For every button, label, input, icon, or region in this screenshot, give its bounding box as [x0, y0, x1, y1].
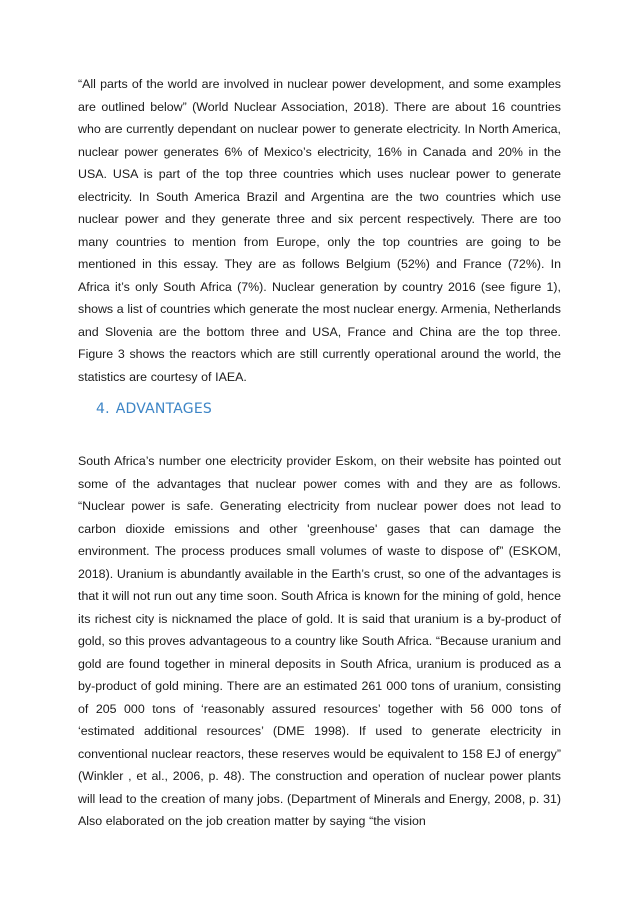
paragraph-advantages: South Africa’s number one electricity provider Eskom, on their website has pointed out some of the advantages that nuclear power comes with and they are as follows. “Nuclear power is safe. Generating electricity from nuclear power does not lead to carbon dioxide emissions and other 'greenhouse' gases that can damage the environment. The process produces small volumes of waste to dispose of” (ESKOM, 2018). Uranium is abundantly available in the Earth’s crust, so one of the advantages is that it will not run out any time soon. South Africa is known for the mining of gold, hence its richest city is nicknamed the place of gold. It is said that uranium is a by-product of gold, so this proves advantageous to a country like South Africa. “Because uranium and gold are found together in mineral deposits in South Africa, uranium is produced as a by-product of gold mining. There are an estimated 261 000 tons of uranium, consisting of 205 000 tons of ‘reasonably assured resources’ together with 56 000 tons of ‘estimated additional resources’ (DME 1998). If used to generate electricity in conventional nuclear reactors, these reserves would be equivalent to 158 EJ of energy” (Winkler , et al., 2006, p. 48). The construction and operation of nuclear power plants will lead to the creation of many jobs. (Department of Minerals and Energy, 2008, p. 31) Also elaborated on the job creation matter by saying “the vision: [78, 454, 561, 828]
section-number: 4.: [96, 401, 110, 417]
paragraph-nuclear-development: “All parts of the world are involved in nuclear power development, and some examples are outlined below” (World Nuclear Association, 2018). There are about 16 countries who are currently dependant on nuclear power to generate electricity. In North America, nuclear power generates 6% of Mexico’s electricity, 16% in Canada and 20% in the USA. USA is part of the top three countries which uses nuclear power to generate electricity. In South America Brazil and Argentina are the two countries which use nuclear power and they generate three and six percent respectively. There are too many countries to mention from Europe, only the top countries are going to be mentioned in this essay. They are as follows Belgium (52%) and France (72%). In Africa it’s only South Africa (7%). Nuclear generation by country 2016 (see figure 1), shows a list of countries which generate the most nuclear energy. Armenia, Netherlands and Slovenia are the bottom three and USA, France and China are the top three. Figure 3 shows the reactors which are still currently operational around the world, the statistics are courtesy of IAEA.: [78, 77, 561, 384]
section-title: ADVANTAGES: [115, 401, 212, 417]
section-heading-advantages: [96, 401, 212, 417]
